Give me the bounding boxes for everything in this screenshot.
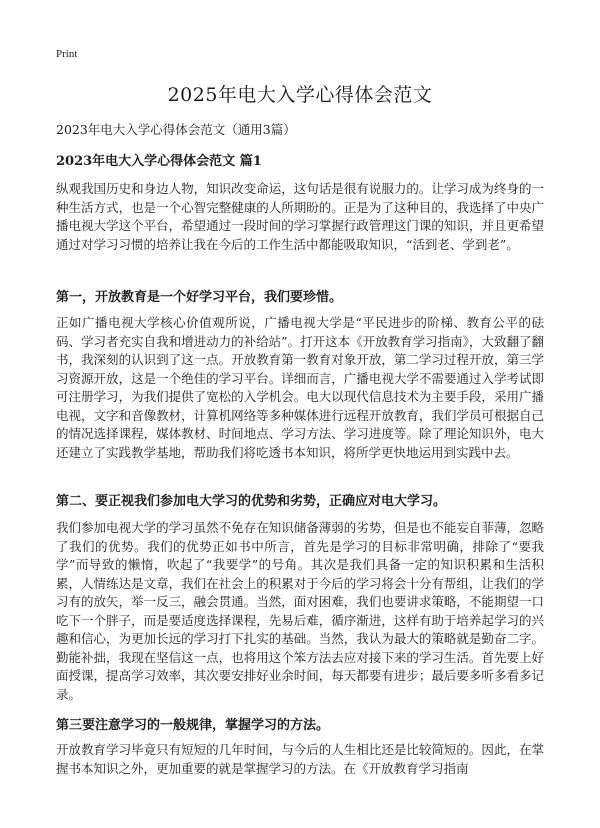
paragraph-section-1: 正如广播电视大学核心价值观所说，广播电视大学是“平民进步的阶梯、教育公平的砝码、学习者充实自我和增进动力的补给站”。打开这本《开放教育学习指南》，大致翻了翻书，我深刻的认识到了这一点。开放教育第一教育对象开放，第二学习过程开放，第三学习资源开放，这是一个绝佳的学习平台。详细而言，广播电视大学不需要通过入学考试即可注册学习，为我们提供了宽松的入学机会。电大以现代信息技术为主要手段，采用广播电视，文字和音像教材，计算机网络等多种媒体进行远程开放教育，我们学员可根据自己的情况选择课程，媒体教材、时间地点、学习方法、学习进度等。除了理论知识外，电大还建立了实践教学基地，帮助我们将吃透书本知识，将所学更快地运用到实践中去。 (56, 315, 544, 460)
paragraph-section-3: 开放教育学习毕竟只有短短的几年时间，与今后的人生相比还是比较简短的。因此，在掌握书本知识之外，更加重要的就是掌握学习的方法。在《开放教育学习指南 (56, 742, 544, 776)
section-heading-3: 第三要注意学习的一般规律，掌握学习的方法。 (56, 718, 330, 733)
document-subtitle: 2023年电大入学心得体会范文（通用3篇） (56, 122, 296, 137)
paragraph-intro: 纵观我国历史和身边人物，知识改变命运，这句话是很有说服力的。让学习成为终身的一种生活方式，也是一个心智完整健康的人所期盼的。正是为了这种目的，我选择了中央广播电视大学这个平台，希望通过一段时间的学习掌握行政管理这门课的知识，并且更希望通过对学习习惯的培养让我在今后的工作生活中都能吸取知识，“活到老、学到老”。 (56, 181, 544, 252)
print-label[interactable]: Print (56, 48, 78, 60)
section-heading-1: 第一，开放教育是一个好学习平台，我们要珍惜。 (56, 290, 343, 305)
document-title: 2025年电大入学心得体会范文 (167, 84, 433, 106)
paragraph-section-2: 我们参加电视大学的学习虽然不免存在知识储备薄弱的劣势，但是也不能妄自菲薄，忽略了我们的优势。我们的优势正如书中所言，首先是学习的目标非常明确，排除了“要我学”而导致的懒惰，吹起了“我要学”的号角。其次是我们具备一定的知识积累和生活积累，人情练达是文章，我们在社会上的积累对于今后的学习将会十分有帮组，让我们的学习有的放矢，举一反三，融会贯通。当然，面对困难，我们也要讲求策略，不能期望一口吃下一个胖子，而是要适度选择课程，先易后难，循序渐进，这样有助于培养起学习的兴趣和信心，为更加长远的学习打下扎实的基础。当然，我认为最大的策略就是勤奋二字。勤能补拙，我现在坚信这一点，也将用这个笨方法去应对接下来的学习生活。首先要上好面授课，提高学习效率，其次要安排好业余时间，每天都要有进步；最后要多听多看多记录。 (56, 520, 544, 702)
piece-heading: 2023年电大入学心得体会范文 篇1 (56, 154, 262, 169)
section-heading-2: 第二、要正视我们参加电大学习的优势和劣势，正确应对电大学习。 (56, 494, 447, 509)
